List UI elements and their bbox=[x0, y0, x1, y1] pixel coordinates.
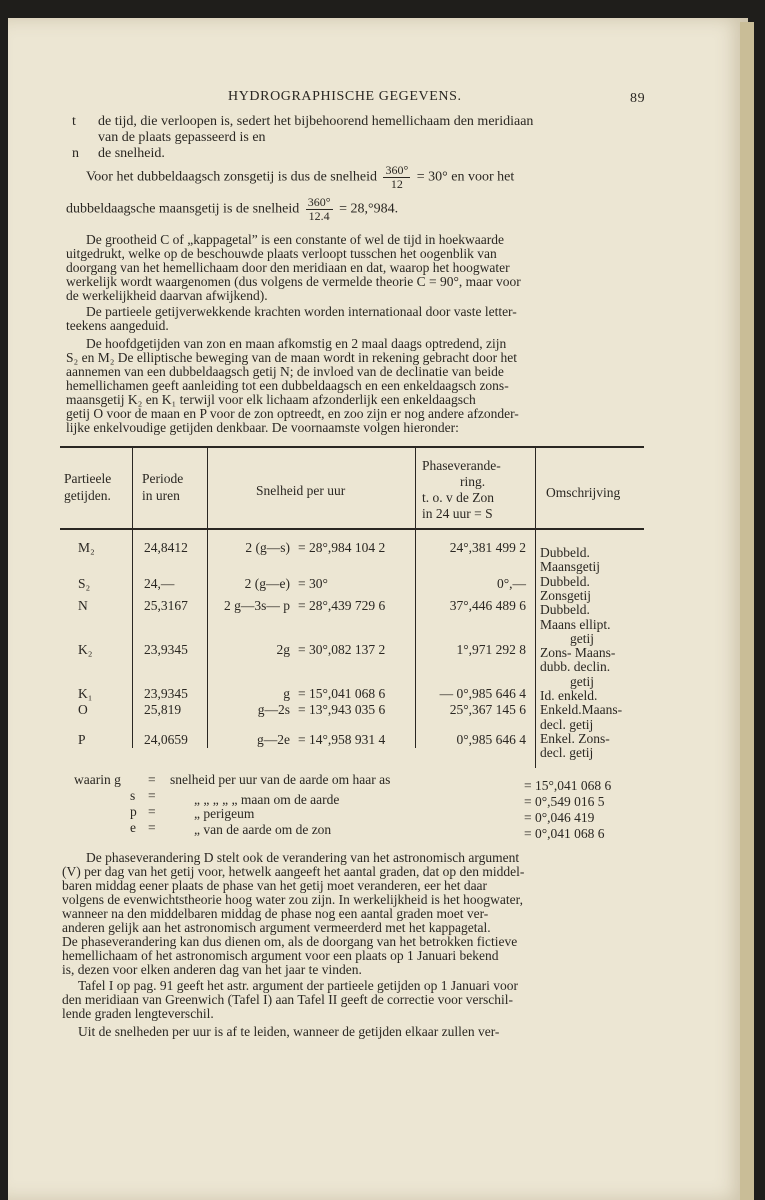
table-header-rule bbox=[60, 528, 644, 530]
fraction bbox=[383, 164, 410, 191]
table-description-line: decl. getij bbox=[540, 716, 594, 732]
table-cell-formula: 2 (g—s) bbox=[245, 540, 290, 555]
waarin-label: p bbox=[130, 804, 137, 819]
table-description-line: Enkel. Zons- bbox=[540, 730, 610, 746]
waarin-eq: = bbox=[148, 820, 156, 835]
formula-text: dubbeldaagsche maansgetij is de snelheid bbox=[66, 201, 300, 217]
header-line: ring. bbox=[460, 474, 486, 489]
table-cell-phase: 37°,446 489 6 bbox=[449, 598, 526, 613]
table-column-rule bbox=[535, 448, 536, 768]
waarin-text: „ „ „ „ „ maan om de aarde bbox=[194, 792, 340, 807]
def-symbol: t bbox=[72, 114, 76, 129]
table-cell-phase: 24°,381 499 2 bbox=[449, 540, 526, 555]
table-description-line: Zonsgetij bbox=[540, 587, 591, 603]
paragraph-line: Tafel I op pag. 91 geeft het astr. argument der partieele getijden op 1 Januari voor bbox=[78, 978, 519, 993]
paragraph-line: baren middag eener plaats de phase van het getij moet veranderen, eer het daar bbox=[62, 878, 488, 893]
paragraph-line: teekens aangeduid. bbox=[66, 318, 169, 333]
page-edge bbox=[740, 22, 754, 1200]
page-number: 89 bbox=[630, 91, 646, 106]
table-cell-name: K₂ bbox=[78, 642, 93, 657]
fraction-denominator: 12 bbox=[390, 177, 403, 191]
table-header-omschrijving bbox=[546, 484, 620, 501]
paragraph-line: doorgang van het hemellichaam door den meridiaan en dat, waarop het hoogwater bbox=[66, 260, 510, 275]
header-line: Omschrijving bbox=[546, 485, 621, 500]
waarin-label: e bbox=[130, 820, 136, 835]
header-line: getijden. bbox=[64, 488, 111, 503]
paragraph-line: den meridiaan van Greenwich (Tafel I) aan Tafel II geeft de correctie voor verschil- bbox=[62, 992, 513, 1007]
waarin-value: = 0°,549 016 5 bbox=[524, 794, 605, 809]
table-cell-speed: = 28°,984 104 2 bbox=[298, 540, 386, 555]
paragraph-line: S₂ en M₂ De elliptische beweging van de maan wordt in rekening gebracht door het bbox=[66, 350, 518, 365]
table-header-periode bbox=[142, 470, 183, 504]
paragraph-line: De hoofdgetijden van zon en maan afkomstig en 2 maal daags optredend, zijn bbox=[86, 336, 507, 351]
paragraph-line: maansgetij K₂ en K₁ terwijl voor elk lichaam afzonderlijk een enkeldaagsch bbox=[66, 392, 476, 407]
table-cell-phase: 25°,367 145 6 bbox=[449, 702, 526, 717]
table-column-rule bbox=[132, 448, 133, 748]
table-cell-name: K₁ bbox=[78, 686, 93, 701]
table-description-line: Dubbeld. bbox=[540, 545, 590, 560]
table-cell-speed: = 13°,943 035 6 bbox=[298, 702, 386, 717]
paragraph-line: uitgedrukt, welke op de beschouwde plaats verloopt tusschen het oogenblik van bbox=[66, 246, 497, 261]
table-description-line: Enkeld.Maans- bbox=[540, 702, 623, 718]
table-cell-name: O bbox=[78, 702, 88, 717]
table-description-line: Id. enkeld. bbox=[540, 688, 598, 703]
waarin-value: = 15°,041 068 6 bbox=[524, 778, 612, 793]
table-cell-phase: 0°,— bbox=[496, 576, 526, 591]
paragraph-line: anderen gelijk aan het astronomisch argument vermeerderd met het kappagetal. bbox=[62, 920, 491, 935]
paragraph-line: werkelijk wordt waargenomen (dus volgens de vermelde theorie C = 90°, maar voor bbox=[66, 274, 521, 289]
paragraph-line: lijke enkelvoudige getijden denkbaar. De voornaamste volgen hieronder: bbox=[66, 420, 459, 435]
table-description-line: getij bbox=[570, 630, 594, 646]
table-description-line: Zons- Maans- bbox=[540, 645, 616, 661]
table-cell-speed: = 14°,958 931 4 bbox=[298, 732, 386, 747]
paragraph-line: lende graden lengteverschil. bbox=[62, 1006, 214, 1021]
table-cell-speed: = 30°,082 137 2 bbox=[298, 642, 386, 657]
table-description-line: Dubbeld. bbox=[540, 602, 590, 618]
table-cell-period: 24,8412 bbox=[144, 540, 188, 555]
table-cell-phase: 1°,971 292 8 bbox=[456, 642, 526, 657]
def-text: de tijd, die verloopen is, sedert het bijbehoorend hemellichaam den meridiaan bbox=[98, 114, 534, 129]
table-cell-formula: g—2s bbox=[257, 702, 290, 717]
formula-text: = 30° en voor het bbox=[416, 169, 515, 185]
table-cell-phase: — 0°,985 646 4 bbox=[439, 686, 526, 701]
paragraph-line: De phaseverandering kan dus dienen om, als de doorgang van het betrokken fictieve bbox=[62, 934, 518, 949]
table-cell-period: 23,9345 bbox=[144, 686, 188, 701]
table-cell-formula: g—2e bbox=[257, 732, 290, 747]
paragraph-line: Uit de snelheden per uur is af te leiden, wanneer de getijden elkaar zullen ver- bbox=[78, 1024, 500, 1039]
paragraph-line: getij O voor de maan en P voor de zon optreedt, en zoo zijn er nog andere afzonder- bbox=[66, 406, 519, 421]
running-header: HYDROGRAPHISCHE GEGEVENS. bbox=[228, 89, 462, 104]
formula-text: Voor het dubbeldaagsch zonsgetij is dus de snelheid bbox=[86, 169, 377, 185]
table-cell-name: N bbox=[78, 598, 88, 613]
table-cell-name: S₂ bbox=[78, 576, 91, 591]
table-cell-period: 24,0659 bbox=[144, 732, 188, 747]
waarin-eq: = bbox=[148, 788, 156, 803]
table-top-rule bbox=[60, 446, 644, 448]
fraction-numerator: 360° bbox=[307, 195, 331, 209]
table-description-line: Maans ellipt. bbox=[540, 616, 611, 632]
paragraph-line: wanneer na den middelbaren middag de phase nog een aantal graden moet ver- bbox=[62, 906, 489, 921]
header-line: Periode bbox=[142, 471, 184, 486]
table-description-line: dubb. declin. bbox=[540, 659, 611, 675]
table-cell-speed: = 28°,439 729 6 bbox=[298, 598, 386, 613]
table-cell-speed: = 15°,041 068 6 bbox=[298, 686, 386, 701]
formula-line-1 bbox=[86, 164, 514, 191]
header-line: in 24 uur = S bbox=[422, 506, 493, 521]
table-cell-formula: 2 (g—e) bbox=[244, 576, 290, 591]
waarin-text: snelheid per uur van de aarde om haar as bbox=[170, 772, 391, 787]
table-cell-formula: g bbox=[283, 686, 290, 701]
fraction-denominator: 12.4 bbox=[308, 209, 330, 223]
formula-text: = 28,°984. bbox=[339, 201, 399, 217]
paragraph-line: De grootheid C of „kappagetal” is een constante of wel de tijd in hoekwaarde bbox=[86, 232, 504, 247]
header-line: Phaseverande- bbox=[422, 458, 501, 473]
table-header-partieele bbox=[64, 470, 111, 504]
fraction bbox=[306, 196, 333, 223]
table-header-snelheid bbox=[256, 482, 345, 499]
table-description-line: decl. getij bbox=[540, 745, 594, 761]
table-cell-speed: = 30° bbox=[298, 576, 328, 591]
formula-line-2 bbox=[66, 196, 398, 223]
paragraph-line: hemellichaam of het astronomisch argument voor een plaats op 1 Januari bekend bbox=[62, 948, 499, 963]
header-line: Partieele bbox=[64, 471, 112, 486]
table-cell-period: 25,819 bbox=[144, 702, 182, 717]
paragraph-line: is, dezen voor elken anderen dag van het jaar te vinden. bbox=[62, 962, 362, 977]
table-description-line: getij bbox=[570, 673, 594, 689]
fraction-numerator: 360° bbox=[385, 163, 409, 177]
waarin-eq: = bbox=[148, 804, 156, 819]
def-text: van de plaats gepasseerd is en bbox=[98, 130, 266, 145]
table-description-line: Maansgetij bbox=[540, 559, 600, 575]
table-cell-formula: 2g bbox=[276, 642, 290, 657]
paragraph-line: De phaseverandering D stelt ook de verandering van het astronomisch argument bbox=[86, 850, 520, 865]
paragraph-line: (V) per dag van het getij voor, hetwelk aangeeft het aantal graden, dat op den middel- bbox=[62, 864, 525, 879]
header-line: Snelheid per uur bbox=[256, 483, 346, 498]
waarin-value: = 0°,041 068 6 bbox=[524, 826, 605, 841]
waarin-label: s bbox=[130, 788, 136, 803]
table-cell-period: 25,3167 bbox=[144, 598, 188, 613]
table-description-line: Dubbeld. bbox=[540, 573, 590, 589]
waarin-label: waarin g bbox=[74, 772, 121, 787]
table-cell-period: 23,9345 bbox=[144, 642, 188, 657]
header-line: t. o. v de Zon bbox=[422, 490, 494, 505]
paragraph-line: de werkelijkheid daarvan afwijkend). bbox=[66, 288, 268, 303]
table-header-phase bbox=[422, 458, 501, 522]
waarin-text: „ perigeum bbox=[194, 806, 255, 821]
table-cell-name: P bbox=[78, 732, 86, 747]
def-text: de snelheid. bbox=[98, 146, 165, 161]
paragraph-line: volgens de evenwichtstheorie hoog water zou zijn. In werkelijkheid is het hoogwater, bbox=[62, 892, 523, 907]
def-symbol: n bbox=[72, 146, 79, 161]
paragraph-line: aannemen van een dubbeldaagsch getij N; de invloed van de declinatie van beide bbox=[66, 364, 504, 379]
paragraph-line: hemellichamen geeft aanleiding tot een dubbeldaagsch en een enkeldaagsch zons- bbox=[66, 378, 509, 393]
header-line: in uren bbox=[142, 488, 180, 503]
table-cell-formula: 2 g—3s— p bbox=[223, 598, 290, 613]
table-cell-period: 24,— bbox=[144, 576, 175, 591]
paragraph-line: De partieele getijverwekkende krachten worden internationaal door vaste letter- bbox=[86, 304, 517, 319]
waarin-eq: = bbox=[148, 772, 156, 787]
waarin-text: „ van de aarde om de zon bbox=[194, 822, 332, 837]
table-cell-phase: 0°,985 646 4 bbox=[456, 732, 526, 747]
table-cell-name: M₂ bbox=[78, 540, 95, 555]
waarin-value: = 0°,046 419 bbox=[524, 810, 595, 825]
